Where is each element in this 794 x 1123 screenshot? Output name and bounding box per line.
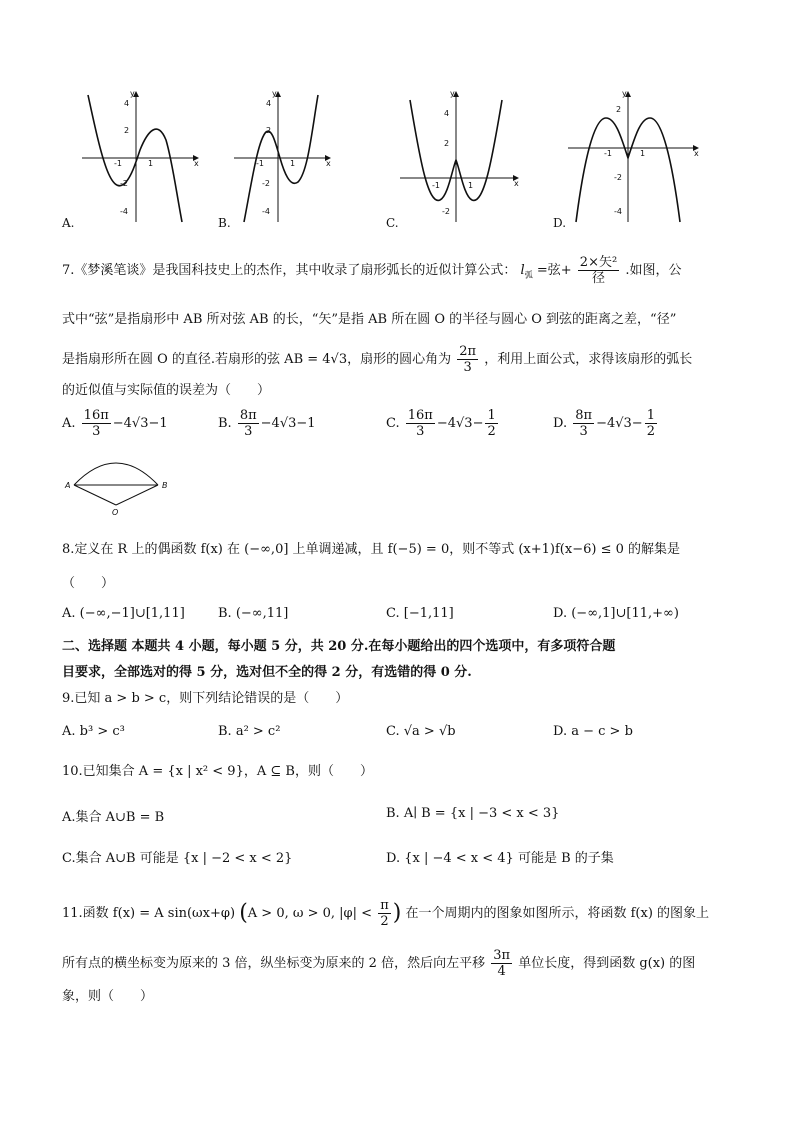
q7-formula-l: l xyxy=(520,263,525,278)
graph-b-y-label: y xyxy=(272,89,277,98)
q7-option-b-label: B. xyxy=(218,416,232,431)
graph-c-tick-neg2: -2 xyxy=(442,207,450,216)
q7-line3-text: 是指扇形所在圆 O 的直径.若扇形的弦 AB = 4√3，扇形的圆心角为 xyxy=(62,352,452,367)
q7-sector-arc xyxy=(74,463,158,485)
q9-option-d[interactable]: D. a − c > b xyxy=(553,724,633,739)
graph-c-tick-2: 2 xyxy=(444,139,450,148)
q7-option-c-label: C. xyxy=(386,416,400,431)
q11-cond: A > 0, ω > 0, |φ| < xyxy=(247,906,373,921)
q7-line1-text: 7.《梦溪笔谈》是我国科技史上的杰作，其中收录了扇形弧长的近似计算公式： xyxy=(62,263,517,278)
graph-d-tick-1: 1 xyxy=(640,149,646,158)
graph-c-tick-neg1: -1 xyxy=(432,181,440,190)
q7-angle-frac xyxy=(457,344,478,375)
q7-line3 xyxy=(62,344,692,375)
graph-d-tick-neg2: -2 xyxy=(614,173,622,182)
graph-option-d[interactable]: D. xyxy=(553,216,567,230)
graph-d-tick-2: 2 xyxy=(616,105,622,114)
graph-b-x-label: x xyxy=(326,159,331,168)
q11-line2-text: 所有点的横坐标变为原来的 3 倍，纵坐标变为原来的 2 倍，然后向左平移 xyxy=(62,956,486,971)
q7-line2: 式中“弦”是指扇形中 AB 所对弦 AB 的长，“矢”是指 AB 所在圆 O 的半径与圆心 O 到弦的距离之差，“径” xyxy=(62,312,677,327)
q7-formula-den: 径 xyxy=(591,271,605,286)
section2-line2: 目要求，全部选对的得 5 分，选对但不全的得 2 分，有选错的得 0 分. xyxy=(62,665,472,680)
q10-option-a[interactable]: A.集合 A∪B = B xyxy=(62,810,165,825)
q9-option-c[interactable]: C. √a > √b xyxy=(386,724,456,739)
q10-option-d[interactable]: D. {x | −4 < x < 4} 可能是 B 的子集 xyxy=(386,851,614,866)
q7-option-c-tail: −4√3− xyxy=(436,416,484,431)
q8-line1: 8.定义在 R 上的偶函数 f(x) 在 (−∞,0] 上单调递减，且 f(−5) = 0，则不等式 (x+1)f(x−6) ≤ 0 的解集是 xyxy=(62,542,681,557)
q10-option-c[interactable]: C.集合 A∪B 可能是 {x | −2 < x < 2} xyxy=(62,851,293,866)
q11-cond-num: π xyxy=(380,898,389,913)
graph-c-x-label: x xyxy=(514,179,519,188)
graph-d xyxy=(568,92,698,222)
graph-option-c[interactable]: C. xyxy=(386,216,399,230)
q7-option-a-tail: −4√3−1 xyxy=(112,416,168,431)
q7-label-b: B xyxy=(162,481,168,490)
q8-option-c[interactable]: C. [−1,11] xyxy=(386,606,454,621)
q7-option-d-den: 3 xyxy=(579,424,588,439)
q7-sector-radius-a xyxy=(74,485,116,505)
q7-label-o: O xyxy=(112,508,119,517)
q7-formula-frac xyxy=(578,255,619,286)
graph-d-tick-neg1: -1 xyxy=(604,149,612,158)
section2-line1: 二、选择题 本题共 4 小题，每小题 5 分，共 20 分.在每小题给出的四个选项中，有多项符合题 xyxy=(62,639,616,654)
graph-d-x-label: x xyxy=(694,149,699,158)
q7-formula-num: 2×矢² xyxy=(579,255,618,270)
graph-d-tick-neg4: -4 xyxy=(614,207,622,216)
q11-shift-den: 4 xyxy=(497,964,506,979)
q7-option-c-num2: 1 xyxy=(487,408,496,423)
q7-option-b[interactable] xyxy=(218,408,316,439)
q7-option-d-num2: 1 xyxy=(646,408,655,423)
graph-option-b[interactable]: B. xyxy=(218,216,231,230)
graph-a-tick-neg4: -4 xyxy=(120,207,128,216)
graph-a-y-label: y xyxy=(130,89,135,98)
q7-option-d-den2: 2 xyxy=(646,424,655,439)
graph-b-tick-neg2: -2 xyxy=(262,179,270,188)
q7-angle-den: 3 xyxy=(463,360,472,375)
q7-option-d[interactable] xyxy=(553,408,659,439)
q7-line4: 的近似值与实际值的误差为（ ） xyxy=(62,383,271,398)
graph-d-y-label: y xyxy=(622,89,627,98)
q7-option-a[interactable] xyxy=(62,408,168,439)
graph-c-y-label: y xyxy=(450,89,455,98)
q11-line2-end: 单位长度，得到函数 g(x) 的图 xyxy=(518,956,696,971)
q7-option-a-den: 3 xyxy=(92,424,101,439)
q8-option-b[interactable]: B. (−∞,11] xyxy=(218,606,289,621)
q7-option-d-num: 8π xyxy=(575,408,593,423)
q11-cond-den: 2 xyxy=(380,914,389,929)
graph-c-tick-1: 1 xyxy=(468,181,474,190)
q8-option-d[interactable]: D. (−∞,1]∪[11,+∞) xyxy=(553,606,679,621)
q7-option-c[interactable] xyxy=(386,408,500,439)
q7-formula-sub: 弧 xyxy=(524,270,533,280)
q9-option-b[interactable]: B. a² > c² xyxy=(218,724,281,739)
q7-option-b-tail: −4√3−1 xyxy=(260,416,316,431)
graph-b-tick-1: 1 xyxy=(290,159,296,168)
graph-a-tick-neg1: -1 xyxy=(114,159,122,168)
q7-option-c-den2: 2 xyxy=(487,424,496,439)
q11-shift-num: 3π xyxy=(493,948,511,963)
q11-cond-frac xyxy=(378,898,391,929)
graph-c-tick-4: 4 xyxy=(444,109,450,118)
q7-sector-radius-b xyxy=(116,485,158,505)
graph-a-tick-2: 2 xyxy=(124,126,130,135)
graph-b-tick-2: 2 xyxy=(266,126,272,135)
q7-formula-eq: =弦+ xyxy=(536,263,572,278)
q7-option-a-label: A. xyxy=(62,416,76,431)
q9-option-a[interactable]: A. b³ > c³ xyxy=(62,724,125,739)
q7-sector-figure xyxy=(60,455,180,517)
graph-b-tick-neg4: -4 xyxy=(262,207,270,216)
graph-b-tick-neg1: -1 xyxy=(256,159,264,168)
q8-option-a[interactable]: A. (−∞,−1]∪[1,11] xyxy=(62,606,185,621)
q7-option-b-num: 8π xyxy=(239,408,257,423)
graph-b-tick-4: 4 xyxy=(266,99,272,108)
q7-angle-num: 2π xyxy=(459,344,477,359)
graph-a-x-label: x xyxy=(194,159,199,168)
graph-a-tick-neg2: -2 xyxy=(120,179,128,188)
q7-option-c-den: 3 xyxy=(416,424,425,439)
q7-option-d-label: D. xyxy=(553,416,568,431)
q11-line1-end: 在一个周期内的图象如图所示，将函数 f(x) 的图象上 xyxy=(405,906,710,921)
q7-option-d-tail: −4√3− xyxy=(596,416,643,431)
q7-option-a-num: 16π xyxy=(83,408,109,423)
q7-line3-end: ，利用上面公式，求得该扇形的弧长 xyxy=(484,352,693,367)
q11-paren-open-icon: ( xyxy=(239,900,248,926)
q11-line1-func: 11.函数 f(x) = A sin(ωx+φ) xyxy=(62,906,236,921)
graph-options xyxy=(0,0,794,240)
q11-line2 xyxy=(62,948,695,979)
graph-a-tick-1: 1 xyxy=(148,159,154,168)
q10-stem: 10.已知集合 A = {x | x² < 9}，A ⊆ B，则（ ） xyxy=(62,764,373,779)
q7-option-b-den: 3 xyxy=(244,424,253,439)
q11-line1 xyxy=(62,898,709,929)
graph-b xyxy=(234,92,330,222)
q11-shift-frac xyxy=(491,948,512,979)
q11-paren-close-icon: ) xyxy=(392,900,402,926)
q7-line1-end: .如图，公 xyxy=(625,263,682,278)
q7-label-a: A xyxy=(65,481,71,490)
q7-option-c-num: 16π xyxy=(407,408,433,423)
q7-line1 xyxy=(62,255,681,286)
graph-option-a[interactable]: A. xyxy=(62,216,75,230)
graph-c xyxy=(400,92,518,222)
q8-line2: （ ） xyxy=(62,576,115,591)
q10-option-b[interactable]: B. A∣ B = {x | −3 < x < 3} xyxy=(386,806,560,821)
q9-stem: 9.已知 a > b > c，则下列结论错误的是（ ） xyxy=(62,691,349,706)
q11-line3: 象，则（ ） xyxy=(62,989,154,1004)
graph-a xyxy=(82,92,198,222)
graph-a-tick-4: 4 xyxy=(124,99,130,108)
